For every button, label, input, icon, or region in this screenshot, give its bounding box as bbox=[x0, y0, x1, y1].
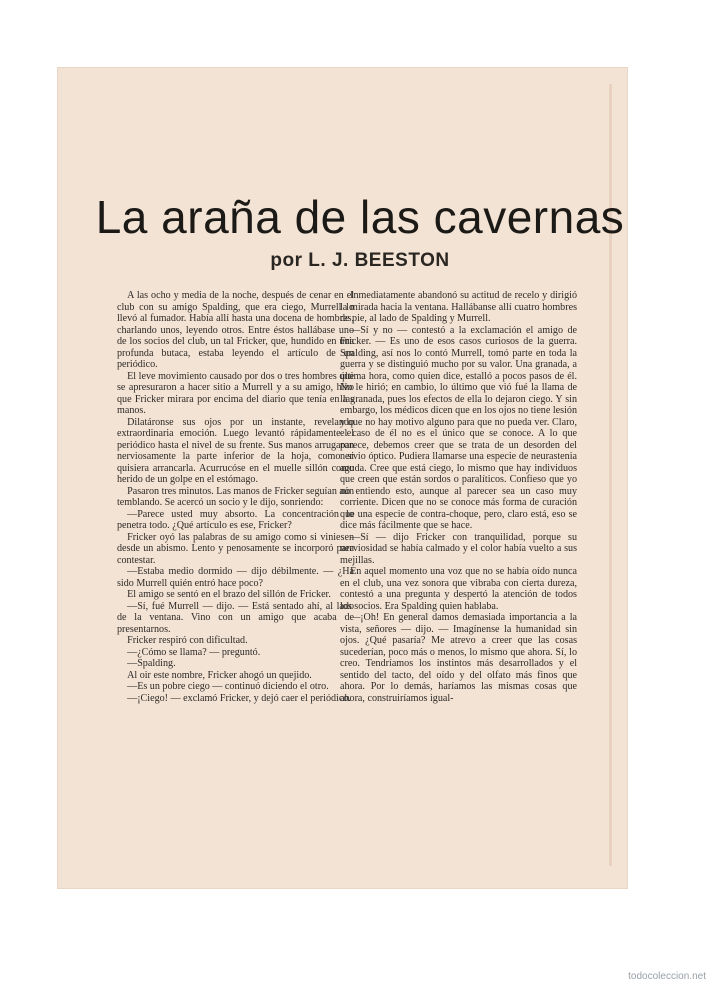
paragraph: —Sí y no — contestó a la exclamación el amigo de Fricker. — Es uno de esos casos curiosos de la guerra. Spalding, así nos lo contó Murrell, tomó parte en toda la guerra y se distinguió mucho por su valor. Una granada, a última hora, como quien dice, estalló a pocos pasos de él. No le hirió; en cambio, lo último que vió fué la llama de la granada, pues los efectos de ella lo dejaron ciego. Y sin embargo, los médicos dicen que en los ojos no tiene lesión y que no hay motivo alguno para que no pueda ver. Claro, el caso de él no es el único que se conoce. A lo que parece, debemos creer que se trata de un desorden del nervio óptico. Pudiera llamarse una especie de neurastenia aguda. Cree que está ciego, lo mismo que hay individuos que creen que están sordos o paralíticos. Confieso que yo no entiendo esto, aunque al parecer sea un caso muy corriente. Dicen que no se conoce más forma de curación que una especie de contra-choque, pero, claro está, eso se dice más fácilmente que se hace. bbox=[340, 324, 577, 531]
paragraph: —Spalding. bbox=[127, 658, 176, 669]
paragraph: Dilatáronse sus ojos por un instante, revelando extraordinaria emoción. Luego levantó rápidamente el periódico hasta el nivel de su frente. Sus manos arrugaron nerviosamente la parte inferior de la hoja, como si quisiera arrancarla. Acurrucóse en el muelle sillón como herido de un golpe en el estómago. bbox=[117, 416, 354, 485]
paragraph: Fricker oyó las palabras de su amigo como si viniesen desde un abismo. Lento y penosamente se incorporó para contestar. bbox=[117, 531, 354, 566]
paragraph: A las ocho y media de la noche, después de cenar en el club con su amigo Spalding, que era ciego, Murrell lo llevó al fumador. Había allí hasta una docena de hombres, charlando unos, leyendo otros. Entre éstos hallábase uno de los socios del club, un tal Fricker, que, hundido en una profunda butaca, estaba leyendo el artículo de un periódico. bbox=[117, 290, 354, 370]
article-left-column bbox=[117, 290, 354, 846]
paragraph: Inmediatamente abandonó su actitud de recelo y dirigió la mirada hacia la ventana. Hallábanse allí cuatro hombres de pie, al lado de Spalding y Murrell. bbox=[340, 290, 577, 324]
paragraph: —Parece usted muy absorto. La concentración lo penetra todo. ¿Qué artículo es ese, Fricker? bbox=[117, 508, 354, 531]
article-right-column bbox=[340, 290, 577, 846]
paragraph: —¡Ciego! — exclamó Fricker, y dejó caer el periódico. bbox=[127, 692, 351, 704]
paragraph: —Estaba medio dormido — dijo débilmente. — ¿Ha sido Murrell quién entró hace poco? bbox=[117, 566, 354, 589]
article-byline: por L. J. BEESTON bbox=[270, 250, 450, 271]
watermark: todocoleccion.net bbox=[628, 971, 706, 982]
paragraph: —Es un pobre ciego — continuó diciendo el otro. bbox=[127, 681, 329, 692]
paragraph: El leve movimiento causado por dos o tres hombres que se apresuraron a hacer sitio a Murrell y a su amigo, hizo que Fricker mirara por encima del diario que tenía en las manos. bbox=[117, 370, 354, 416]
paragraph: El amigo se sentó en el brazo del sillón de Fricker. bbox=[127, 589, 331, 600]
paragraph: —Sí, fué Murrell — dijo. — Está sentado ahí, al lado de la ventana. Vino con un amigo que acaba de presentarnos. bbox=[117, 600, 354, 635]
paragraph: —¡Oh! En general damos demasiada importancia a la vista, señores — dijo. — Imagínense la humanidad sin ojos. ¿Qué pasaría? Me atrevo a creer que las cosas sucederían, poco más o menos, lo mismo que ahora. Sí, lo creo. Tendríamos los instintos más desarrollados y el sentido del tacto, del oído y del olfato más finos que ahora. Por lo demás, haríamos las mismas cosas que ahora, construiríamos igual- bbox=[340, 612, 577, 704]
paragraph: —¿Cómo se llama? — preguntó. bbox=[127, 646, 261, 658]
article-title: La araña de las cavernas bbox=[95, 191, 625, 243]
paragraph: Al oir este nombre, Fricker ahogó un quejido. bbox=[127, 669, 312, 681]
paragraph: En aquel momento una voz que no se había oído nunca en el club, una vez sonora que vibraba con cierta dureza, contestó a una pregunta y despertó la atención de todos los socios. Era Spalding quien hablaba. bbox=[340, 566, 577, 612]
paragraph: Fricker respiró con dificultad. bbox=[127, 635, 248, 646]
paragraph: Pasaron tres minutos. Las manos de Fricker seguían aún temblando. Se acercó un socio y le dijo, sonriendo: bbox=[117, 485, 354, 508]
paragraph: —Sí — dijo Fricker con tranquilidad, porque su nerviosidad se había calmado y el color había vuelto a sus mejillas. bbox=[340, 531, 577, 566]
